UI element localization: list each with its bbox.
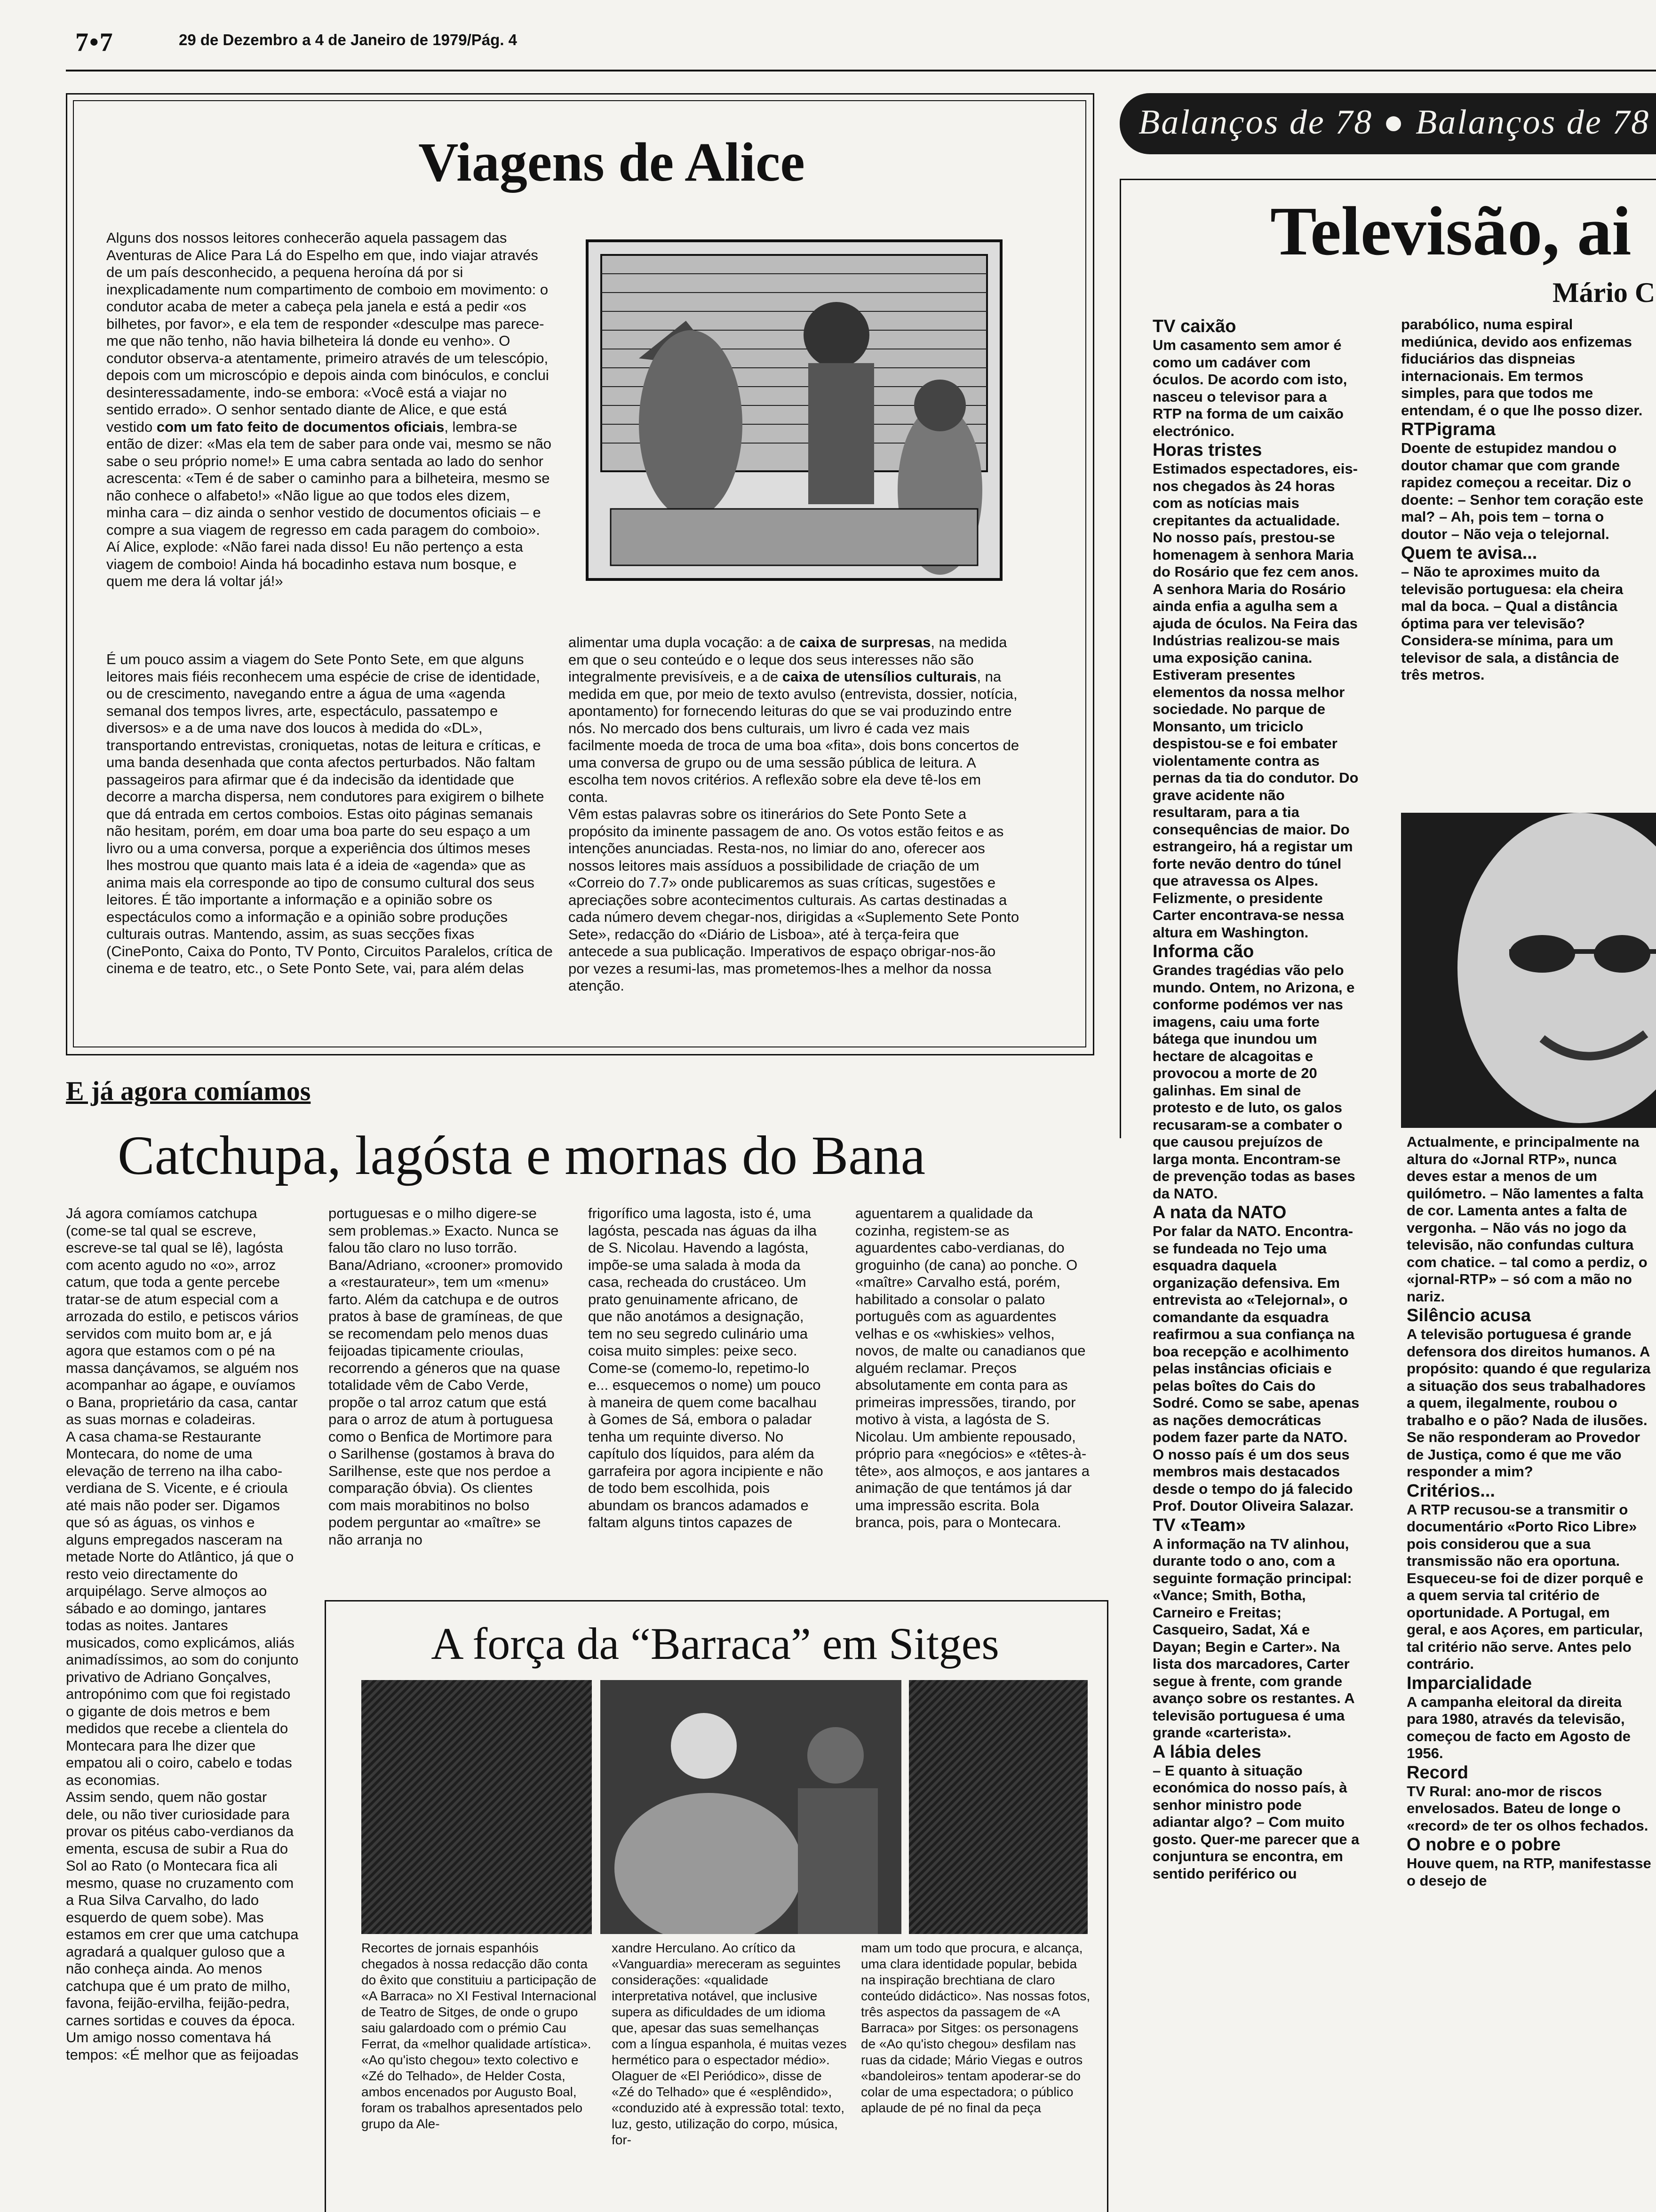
tv-t-record: TV Rural: ano-mor de riscos envelosados. Bateu de longe o «record» de ter os olhos fechados.	[1407, 1783, 1648, 1834]
tv-col1	[1153, 316, 1360, 2202]
barraca-col3-p: mam um todo que procura, e alcança, uma clara identidade popular, bebida na inspiração brechtiana de claro conteúdo didáctico». Nas nossas fotos, três aspectos da passagem de «A Barraca» por Sitges: os personagens de «Ao qu'isto chegou» desfilam nas ruas da cidade; Mário Viegas e outros «bandoleiros» tentam apoderar-se do colar de uma espectadora; o público aplaude de pé no final da peça	[861, 1941, 1091, 2115]
bana-col1-p3: Assim sendo, quem não gostar dele, ou não tiver curiosidade para provar os pitéus cabo-verdianos da ementa, escusa de subir a Rua do Sol ao Rato (o Montecara fica ali mesmo, quase no cruzamento com a Rua Silva Carvalho, do lado esquerdo de quem sobe). Mas estamos em crer que uma catchupa agradará a qualquer guloso que a não conheça ainda. Ao menos catchupa que é um prato de milho, favona, feijão-ervilha, feijão-pedra, carnes sortidas e couves da época. Um amigo nosso comentava há tempos: «É melhor que as feijoadas	[66, 1789, 299, 2063]
tv-byline: Mário C	[1552, 277, 1656, 308]
audience-photo-shapes	[600, 1680, 901, 1934]
barraca-col3	[861, 1940, 1091, 2208]
alice-text-col1	[106, 230, 553, 653]
bana-kicker: E já agora comíamos	[66, 1076, 311, 1106]
tv-t-actualmente: Actualmente, e principalmente na altura do «Jornal RTP», nunca deves estar a menos de um quilómetro. – Não lamentes a falta de cor. Lamenta antes a falta de vergonha. – Não vás no jogo da televisão, não confundas cultura com chatice. – tal como a perdiz, o «jornal-RTP» – só com a mão no nariz.	[1407, 1134, 1648, 1305]
tv-t-informa: Grandes tragédias vão pelo mundo. Ontem, no Arizona, e conforme podémos ver nas imagens, caiu uma forte bátega que inundou um hectare de alcagoitas e provocou a morte de 20 galinhas. Em sinal de protesto e de luto, os galos recusaram-se a combater o que causou prejuízos de larga monta. Encontram-se de prevenção todas as bases da NATO.	[1153, 962, 1355, 1202]
tv-t-quem: – Não te aproximes muito da televisão portuguesa: ela cheira mal da boca. – Qual a distância óptima para ver televisão? Considera-se mínima, para um televisor de sala, a distância de três metros.	[1401, 563, 1624, 683]
tv-box-rule	[1120, 179, 1656, 180]
tv-t-labia: – E quanto à situação económica do nosso país, à senhor ministro pode adiantar algo? – Com muito gosto. Quer-me parecer que a conjuntura se encontra, em sentido periférico ou	[1153, 1762, 1360, 1882]
tv-h-imparcial: Imparcialidade	[1407, 1673, 1532, 1693]
tv-t-nobre: Houve quem, na RTP, manifestasse o desejo de	[1407, 1855, 1651, 1889]
bana-col3-p: frigorífico uma lagosta, isto é, uma lagósta, pescada nas águas da ilha de S. Nicolau. Havendo a lagósta, impõe-se uma salada à moda da casa, recheada do crustáceo. Um prato genuinamente africano, de que não anotámos a designação, tem no seu segredo culinário uma coisa muito simples: peixe seco. Come-se (comemo-lo, repetimo-lo e... esquecemos o nome) um pouco à maneira de quem come bacalhau à Gomes de Sá, embora o paladar tenha um requinte diverso. No capítulo dos líquidos, para além da garrafeira por agora incipiente e não de todo bem escolhida, pois abundam os brancos adamados e faltam alguns tintos capazes de	[588, 1205, 823, 1530]
bana-title: Catchupa, lagósta e mornas do Bana	[118, 1125, 926, 1186]
bana-col2-p: portuguesas e o milho digere-se sem problemas.» Exacto. Nunca se falou tão claro no luso torrão. Bana/Adriano, «crooner» promovido a «restaurateur», tem um «menu» farto. Além da catchupa e de outros pratos à base de gramíneas, de que se recomendam pelo menos duas feijoadas tipicamente crioulas, recorrendo a géneros que na quase totalidade vêm de Cabo Verde, propõe o tal arroz catum que está para o arroz de atum à portuguesa como o Benfica de Mortimore para o Sarilhense (gostamos à brava do Sarilhense, este que nos perdoe a comparação óbvia). Os clientes com mais morabitinos no bolso podem perguntar ao «maître» se não arranja no	[328, 1205, 563, 1548]
barraca-photo-1	[361, 1680, 592, 1934]
tv-h-quem: Quem te avisa...	[1401, 543, 1537, 563]
logo: 7•7	[75, 28, 114, 57]
tv-author-photo	[1401, 813, 1656, 1128]
tv-col2-bottom	[1407, 1134, 1651, 2201]
tv-h-informa: Informa cão	[1153, 942, 1254, 961]
alice-p3-c: , na medida em que o seu conteúdo e o leque dos seus interesses não são integralmente previsíveis, e a de	[568, 634, 1007, 685]
alice-p1: Alguns dos nossos leitores conhecerão aquela passagem das Aventuras de Alice Para Lá do Espelho em que, indo viajar através de um país desconhecido, a pequena heroína dá por si inexplicadamente num compartimento de comboio em movimento: o condutor acaba de meter a cabeça pela janela e está a pedir «os bilhetes, por favor», e ela tem de responder «desculpe mas parece-me que não tenho, não havia bilheteira lá donde eu venho». O condutor observa-a atentamente, primeiro através de um telescópio, depois com um microscópio e depois ainda com binóculos, e conclui desinteressadamente, indo-se embora: «Você está a viajar no sentido errado». O senhor sentado diante de Alice, e que está vestido	[106, 230, 549, 435]
barraca-col1	[361, 1940, 597, 2208]
bana-col1	[66, 1205, 301, 2197]
tv-col2-top	[1401, 316, 1646, 805]
alice-p3-b1: caixa de surpresas	[799, 634, 931, 650]
tv-t-imparcial: A campanha eleitoral da direita para 1980, através da televisão, começou de facto em Agosto de 1956.	[1407, 1693, 1631, 1761]
alice-p4: Vêm estas palavras sobre os itinerários do Sete Ponto Sete a propósito da iminente passagem de ano. Os votos estão feitos e as intenções anunciadas. Resta-nos, no limiar do ano, oferecer aos nossos leitores mais assíduos a possibilidade de criação de um «Correio do 7.7» onde publicaremos as suas críticas, sugestões e apreciações sobre acontecimentos culturais. As cartas destinadas a cada número devem chegar-nos, dirigidas a «Suplemento Sete Ponto Sete», redacção do «Diário de Lisboa», até à terça-feira que antecede a sua publicação. Imperativos de espaço obrigar-nos-ão por vezes a resumi-las, mas prometemos-lhes a melhor da nossa atenção.	[568, 806, 1019, 994]
alice-title: Viagens de Alice	[418, 131, 805, 193]
tv-t-parabolico: parabólico, numa espiral mediúnica, devido aos enfizemas fiduciários das dispneias internacionais. Em termos simples, para que todos me entendam, é o que lhe posso dizer.	[1401, 316, 1643, 419]
tv-h-nobre: O nobre e o pobre	[1407, 1835, 1561, 1855]
tv-t-criterios: A RTP recusou-se a transmitir o documentário «Porto Rico Libre» pois considerou que a sua transmissão não era oportuna. Esqueceu-se foi de dizer porquê e a quem servia tal critério de oportunidade. A Portugal, em geral, e aos Açores, em particular, tal critério não serve. Antes pelo contrário.	[1407, 1501, 1644, 1672]
tv-h-record: Record	[1407, 1762, 1468, 1783]
bana-col4-p: aguentarem a qualidade da cozinha, registem-se as aguardentes cabo-verdianas, do groguinho (de cana) ao ponche. O «maître» Carvalho está, porém, habilitado a consolar o palato português com as aguardentes velhas e os «whiskies» velhos, novos, de malte ou canadianos que alguém reclamar. Preços absolutamente em conta para as primeiras impressões, tirando, por motivo à vista, a lagósta de S. Nicolau. Um ambiente repousado, próprio para «negócios» e «têtes-à-tête», aos almoços, e aos jantares a animação de que tentámos já dar uma impressão escrita. Bola branca, pois, para o Montecara.	[855, 1205, 1090, 1530]
alice-p2: É um pouco assim a viagem do Sete Ponto Sete, em que alguns leitores mais fiéis reconhecem uma espécie de crise de identidade, ou de crescimento, navegando entre a água de uma «agenda semanal dos tempos livres, arte, espectáculo, passatempo e diversos» e a de uma nave dos loucos à medida do «DL», transportando entrevistas, croniquetas, notas de leitura e críticas, e uma banda desenhada que conta afectos perturbados. Não faltam passageiros para afirmar que é da indecisão da identidade que decorre a marcha dispersa, nem condutores para exigirem o bilhete que dá entrada em certos comboios. Estas oito páginas semanais não hesitam, porém, em doar uma boa parte do seu espaço a um livro ou a uma conversa, porque a experiência dos últimos meses lhes mostrou que quanto mais lata é a ideia de «agenda» que as anima mais ela corresponde ao tipo de consumo cultural dos seus leitores. É tão importante a informação e a opinião sobre os espectáculos como a informação e a opinião sobre produções culturais outras. Mantendo, assim, as suas secções fixas (CinePonto, Caixa do Ponto, TV Ponto, Circuitos Paralelos, crítica de cinema e de teatro, etc., o Sete Ponto Sete, vai, para além delas	[106, 651, 553, 976]
bana-col1-p2: A casa chama-se Restaurante Montecara, do nome de uma elevação de terreno na ilha cabo-verdiana de S. Vicente, e é crioula até mais não poder ser. Digamos que só as águas, os vinhos e alguns empregados nasceram na metade Norte do Atlântico, já que o resto veio directamente do arquipélago. Serve almoços ao sábado e ao domingo, jantares todas as noites. Jantares musicados, como explicámos, aliás animadíssimos, ao som do conjunto privativo de Adriano Gonçalves, antropónimo com que foi registado o gigante de dois metros e bem medidos que recebe a clientela do Montecara para lhe dizer que empatou ali o coiro, cabelo e todas as economias.	[66, 1428, 299, 1788]
barraca-col1-p: Recortes de jornais espanhóis chegados à nossa redacção dão conta do êxito que constituiu a participação de «A Barraca» no XI Festival Internacional de Teatro de Sitges, de onde o grupo saiu galardoado com o prémio Cau Ferrat, da «melhor qualidade artística». «Ao qu'isto chegou» texto colectivo e «Zé do Telhado», de Helder Costa, ambos encenados por Augusto Boal, foram os trabalhos apresentados pelo grupo da Ale-	[361, 1941, 597, 2131]
tv-h-rtpigrama: RTPigrama	[1401, 420, 1496, 439]
tv-banner-text: Balanços de 78 ● Balanços de 78	[1138, 103, 1650, 142]
tv-h-nata: A nata da NATO	[1153, 1203, 1287, 1222]
tv-t-rtpigrama: Doente de estupidez mandou o doutor chamar que com grande rapidez começou a receitar. Diz o doente: – Senhor tem coração este mal? – Ah, pois tem – torna o doutor – Não veja o telejornal.	[1401, 440, 1644, 542]
tv-banner	[1120, 93, 1656, 154]
author-portrait-shapes	[1401, 813, 1656, 1128]
barraca-photo-2	[600, 1680, 901, 1934]
alice-p3-a: alimentar uma dupla vocação: a de	[568, 634, 796, 650]
alice-p3-b2: caixa de utensílios culturais	[782, 668, 977, 685]
alice-text-col1b	[106, 651, 553, 1051]
alice-illustration	[573, 227, 1015, 617]
bana-col4	[855, 1205, 1091, 1591]
alice-p3-d: , na medida em que, por meio de texto avulso (entrevista, dossier, notícia, apontamento) for fornecendo leituras do que se vai produzindo entre nós. No mercado dos bens culturais, um livro é cada vez mais facilmente moeda de troca de uma boa «fita», dois bons concertos de uma conversa de grupo ou de uma sessão pública de leitura. A escolha tem novos critérios. A reflexão sobre ela deve tê-los em conta.	[568, 668, 1019, 805]
alice-text-col2	[568, 634, 1020, 1048]
alice-p1-end: , lembra-se então de dizer: «Mas ela tem de saber para onde vai, mesmo se não sabe o seu próprio nome!» E uma cabra sentada ao lado do senhor acrescenta: «Tem é de saber o caminho para a bilheteira, mesmo se não conhece o alfabeto!» «Não ligue ao que todos eles dizem, minha cara – diz ainda o senhor vestido de documentos oficiais – e compre a sua viagem de regresso em cada paragem do comboio». Aí Alice, explode: «Não farei nada disso! Eu não pertenço a esta viagem de comboio! Ainda há bocadinho estava num bosque, e quem me dera lá voltar já!»	[106, 418, 552, 589]
bana-col2	[328, 1205, 564, 1591]
alice-p1-bold: com um fato feito de documentos oficiais	[156, 418, 445, 435]
tv-h-horas: Horas tristes	[1153, 440, 1262, 460]
tv-h-caixao: TV caixão	[1153, 317, 1236, 336]
masthead	[0, 0, 1656, 71]
masthead-rule	[66, 70, 1656, 71]
tv-h-team: TV «Team»	[1153, 1515, 1246, 1535]
barraca-col2-p: xandre Herculano. Ao crítico da «Vanguardia» mereceram as seguintes considerações: «qualidade interpretativa notável, que inclusive supera as dificuldades de um idioma que, apesar das suas semelhanças com a língua espanhola, é muitas vezes hermético para o espectador médio». Olaguer de «El Periódico», disse de «Zé do Telhado» que é «esplêndido», «conduzido até à expressão total: texto, luz, gesto, utilização do corpo, música, for-	[612, 1941, 847, 2147]
tv-h-silencio: Silêncio acusa	[1407, 1306, 1531, 1325]
tv-h-criterios: Critérios...	[1407, 1481, 1495, 1501]
barraca-col2	[612, 1940, 847, 2208]
tv-t-silencio: A televisão portuguesa é grande defensora dos direitos humanos. A propósito: quando é que regulariza a situação dos seus trabalhadores a quem, ilegalmente, roubou o trabalho e o pão? Nada de ilusões. Se não responderam ao Provedor de Justiça, como é que me vão responder a mim?	[1407, 1326, 1651, 1480]
tv-t-nata: Por falar da NATO. Encontra-se fundeada no Tejo uma esquadra daquela organização defensiva. Em entrevista ao «Telejornal», o comandante da esquadra reafirmou a sua confiança na boa recepção e acolhimento pelas instâncias oficiais e pelas boîtes do Cais do Sodré. Como se sabe, apenas as nações democráticas podem fazer parte da NATO. O nosso país é um dos seus membros mais destacados desde o tempo do já falecido Prof. Doutor Oliveira Salazar.	[1153, 1223, 1360, 1514]
tv-box-left-rule	[1120, 179, 1121, 1138]
tv-h-labia: A lábia deles	[1153, 1742, 1261, 1762]
tv-t-horas: Estimados espectadores, eis-nos chegados às 24 horas com as notícias mais crepitantes da actualidade. No nosso país, prestou-se homenagem à senhora Maria do Rosário que fez cem anos. A senhora Maria do Rosário ainda enfia a agulha sem a ajuda de óculos. Na Feira das Indústrias realizou-se mais uma exposição canina. Estiveram presentes elementos da nossa melhor sociedade. No parque de Monsanto, um triciclo despistou-se e foi embater violentamente contra as pernas da tia do condutor. Do grave acidente não resultaram, para a tia consequências de maior. Do estrangeiro, há a registar um forte nevão dentro do túnel que atravessa os Alpes. Felizmente, o presidente Carter encontrava-se nessa altura em Washington.	[1153, 460, 1359, 941]
date-line: 29 de Dezembro a 4 de Janeiro de 1979/Pág. 4	[179, 31, 518, 48]
train-compartment-illustration	[573, 227, 1015, 617]
barraca-title: A força da “Barraca” em Sitges	[431, 1618, 999, 1669]
bana-col1-p1: Já agora comíamos catchupa (come-se tal qual se escreve, escreve-se tal qual se lê), lagósta com acento agudo no «o», arroz catum, que toda a gente percebe tratar-se de atum especial com a arrozada do estilo, e petiscos vários servidos com muito bom ar, e já agora que estamos com o pé na massa dançávamos, se alguém nos acompanhar ao ágape, e ouvíamos o Bana, proprietário da casa, cantar as suas mornas e coladeiras.	[66, 1205, 299, 1427]
barraca-photo-3	[909, 1680, 1088, 1934]
bana-col3	[588, 1205, 823, 1591]
tv-t-caixao: Um casamento sem amor é como um cadáver com óculos. De acordo com isto, nasceu o televisor para a RTP na forma de um caixão electrónico.	[1153, 337, 1347, 439]
tv-title: Televisão, ai	[1270, 193, 1632, 270]
tv-t-team: A informação na TV alinhou, durante todo o ano, com a seguinte formação principal: «Vance; Smith, Botha, Carneiro e Freitas; Casqueiro, Sadat, Xá e Dayan; Begin e Carter». Na lista dos marcadores, Carter segue à frente, com grande avanço sobre os restantes. A televisão portuguesa é uma grande «carterista».	[1153, 1535, 1354, 1741]
